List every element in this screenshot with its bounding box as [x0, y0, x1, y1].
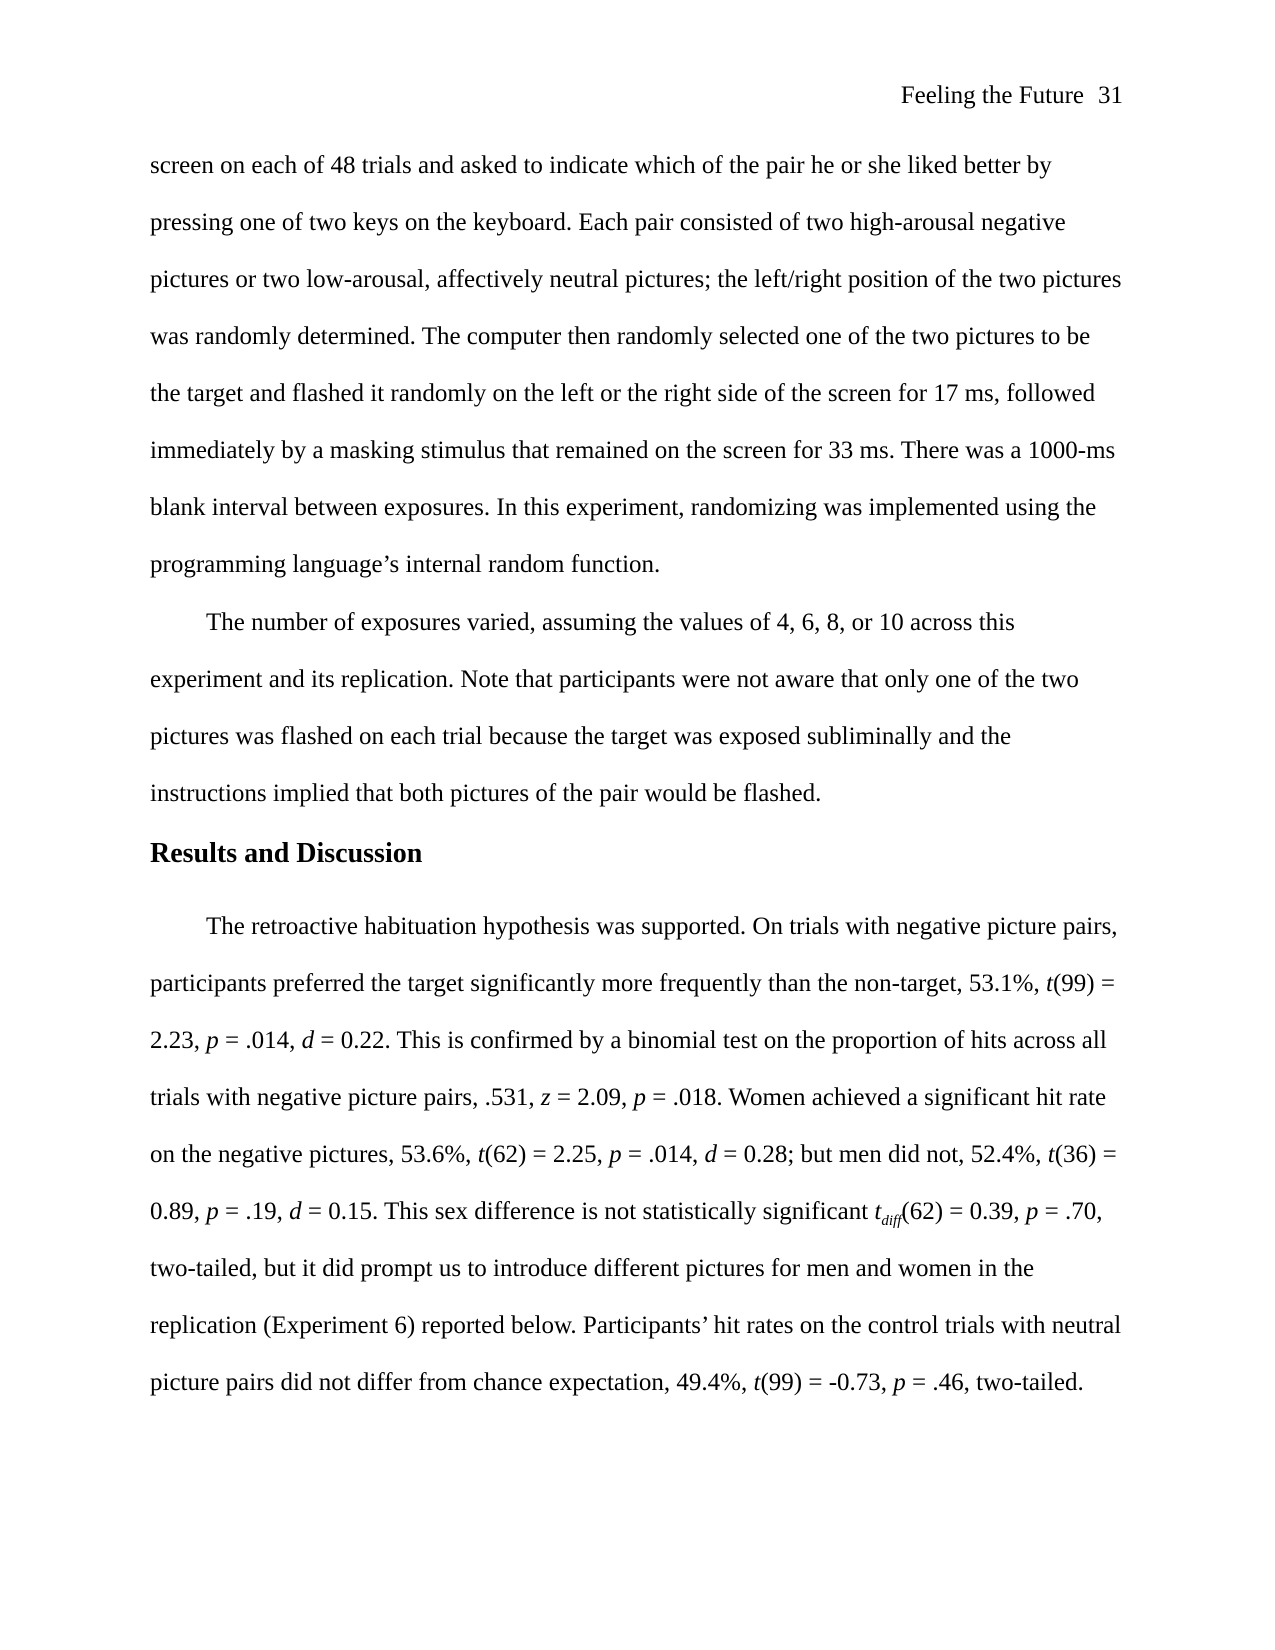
text-run: = .70, [1038, 1198, 1103, 1225]
body-paragraph [150, 594, 1150, 822]
text-line: blank interval between exposures. In this experiment, randomizing was implemented using the [150, 494, 1097, 521]
text-line: pictures was flashed on each trial because the target was exposed subliminally and the [150, 723, 1012, 750]
stat-symbol: d [289, 1198, 302, 1225]
section-heading: Results and Discussion [150, 838, 423, 869]
text-line: programming language’s internal random function. [150, 551, 661, 578]
stat-symbol: p [206, 1027, 219, 1054]
text-line [150, 1012, 1150, 1069]
running-head [0, 80, 1123, 112]
text-line: The number of exposures varied, assuming the values of 4, 6, 8, or 10 across this [206, 609, 1015, 636]
page-number: 31 [1098, 82, 1123, 109]
stat-symbol: p [633, 1084, 646, 1111]
text-line: The retroactive habituation hypothesis was supported. On trials with negative picture pairs, [206, 913, 1118, 940]
text-run: = .014, [621, 1141, 705, 1168]
text-line: instructions implied that both pictures of the pair would be flashed. [150, 780, 822, 807]
text-run: = .018. Women achieved a significant hit rate [645, 1084, 1107, 1111]
stat-symbol: p [206, 1198, 219, 1225]
stat-symbol: t [477, 1141, 485, 1168]
text-run: (99) = -0.73, [760, 1369, 894, 1396]
text-run: on the negative pictures, 53.6%, [150, 1141, 478, 1168]
text-run: (36) = [1054, 1141, 1117, 1168]
text-run: = .46, two-tailed. [905, 1369, 1084, 1396]
stat-symbol: p [609, 1141, 622, 1168]
text-line: the target and flashed it randomly on the left or the right side of the screen for 17 ms, followed [150, 380, 1096, 407]
text-line: pressing one of two keys on the keyboard. Each pair consisted of two high-arousal negative [150, 209, 1066, 236]
text-run: = 0.22. This is confirmed by a binomial test on the proportion of hits across all [314, 1027, 1107, 1054]
text-line: pictures or two low-arousal, affectively neutral pictures; the left/right position of the two pictures [150, 266, 1122, 293]
text-run: trials with negative picture pairs, .531, [150, 1084, 541, 1111]
stat-symbol: p [893, 1369, 906, 1396]
running-title: Feeling the Future [900, 82, 1084, 109]
text-line [150, 1069, 1150, 1126]
text-line [150, 955, 1150, 1012]
text-run: (99) = [1052, 970, 1115, 997]
text-line [150, 1354, 1150, 1411]
text-line [150, 1126, 1150, 1183]
text-run: 2.23, [150, 1027, 207, 1054]
stat-subscript: diff [881, 1213, 902, 1229]
stat-symbol: t [1047, 1141, 1055, 1168]
text-line: was randomly determined. The computer then randomly selected one of the two pictures to be [150, 323, 1091, 350]
text-run: (62) = 0.39, [901, 1198, 1026, 1225]
stat-symbol: t [753, 1369, 761, 1396]
stat-symbol: t [1045, 970, 1053, 997]
text-run: = .014, [218, 1027, 302, 1054]
text-run: 0.89, [150, 1198, 207, 1225]
text-run: = 0.28; but men did not, 52.4%, [717, 1141, 1048, 1168]
text-line: experiment and its replication. Note that participants were not aware that only one of the two [150, 666, 1079, 693]
text-line: screen on each of 48 trials and asked to indicate which of the pair he or she liked better by [150, 152, 1052, 179]
text-run: = .19, [218, 1198, 290, 1225]
text-line: two-tailed, but it did prompt us to introduce different pictures for men and women in the [150, 1255, 1035, 1282]
stat-symbol: t [874, 1198, 882, 1225]
text-run: picture pairs did not differ from chance expectation, 49.4%, [150, 1369, 754, 1396]
text-run: = 2.09, [550, 1084, 634, 1111]
text-run: (62) = 2.25, [484, 1141, 610, 1168]
text-line: immediately by a masking stimulus that remained on the screen for 33 ms. There was a 1000-ms [150, 437, 1116, 464]
stat-symbol: d [704, 1141, 717, 1168]
stat-symbol: z [540, 1084, 551, 1111]
stat-symbol: d [301, 1027, 315, 1054]
text-line [150, 1183, 1150, 1240]
body-paragraph [150, 898, 1150, 1411]
text-line: replication (Experiment 6) reported below. Participants’ hit rates on the control trials with neutral [150, 1312, 1122, 1339]
text-run: = 0.15. This sex difference is not statistically significant [301, 1198, 875, 1225]
text-run: participants preferred the target significantly more frequently than the non-target, 53.1%, [150, 970, 1046, 997]
body-paragraph [150, 137, 1150, 593]
stat-symbol: p [1025, 1198, 1039, 1225]
